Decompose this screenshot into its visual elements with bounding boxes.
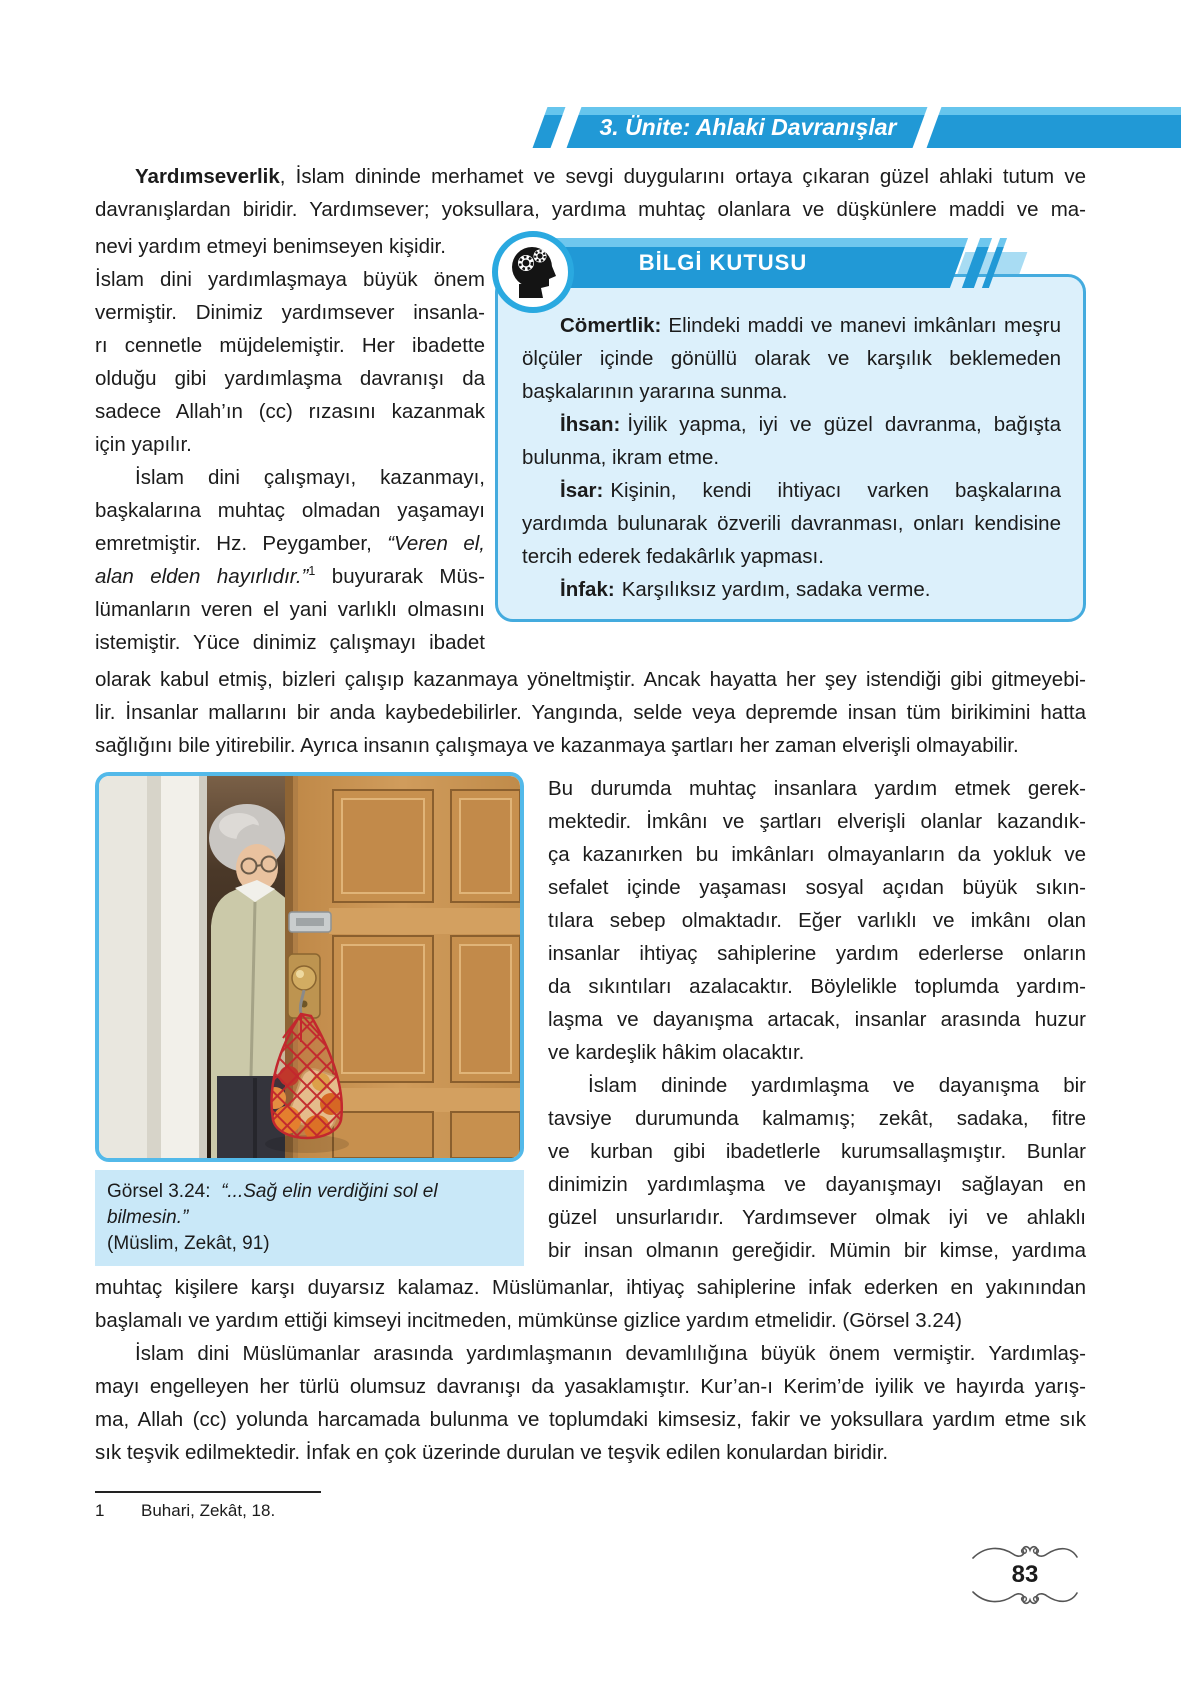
figure-caption	[95, 1170, 524, 1266]
text-line: İslam dini Müslümanlar arasında yardımlaşmanın devamlılığına büyük önem vermiştir. Yardımlaş-	[135, 1342, 1086, 1365]
text-line: alan elden hayırlıdır.”$^1$ buyurarak Müs-	[95, 564, 485, 588]
unit-title: 3. Ünite: Ahlaki Davranışlar	[599, 114, 897, 140]
text-line: Yardımseverlik, İslam dininde merhamet ve sevgi duygularını ortaya çıkaran güzel ahlaki tutum ve	[135, 165, 1086, 188]
header-slash-left	[533, 107, 566, 148]
paragraph-bottom	[95, 1271, 1086, 1469]
term-definition: Karşılıksız yardım, sadaka verme.	[621, 578, 931, 601]
text-line: ma, Allah (cc) yolunda harcamada bulunma ve toplumdaki kimsesiz, fakir ve yoksullara yardım etme sık	[95, 1408, 1086, 1431]
term-label: Cömertlik:	[560, 314, 662, 337]
text-line: olduğu gibi yardımlaşma davranışı da	[95, 367, 485, 390]
text-line: mektedir. İmkânı ve şartları elverişli olanlar kazandık-	[548, 810, 1086, 833]
text-line: dinimizin yardımlaşma ve dayanışmayı sağlayan en	[548, 1173, 1086, 1196]
wrap-row-figure	[95, 772, 1086, 1267]
figure	[95, 772, 524, 1266]
text-line: sadece Allah’ın (cc) rızasını kazanmak	[95, 400, 485, 423]
flourish-icon	[971, 1587, 1079, 1607]
text-line: ve kardeşlik hâkim olacaktır.	[548, 1041, 805, 1064]
text-line: nevi yardım etmeyi benimseyen kişidir.	[95, 235, 446, 258]
info-box-title: BİLGİ KUTUSU	[638, 250, 808, 275]
info-entry-comertlik	[522, 309, 1061, 408]
footnote-text: Buhari, Zekât, 18.	[141, 1501, 276, 1520]
text-line: ça kazanırken bu imkânları olmayanların da yokluk ve	[548, 843, 1086, 866]
text-line: lir. İnsanlar mallarını bir anda kaybedebilirler. Yangında, selde veya depremde insan tüm birikimini hatta	[95, 701, 1086, 724]
info-box	[495, 230, 1086, 622]
info-entry-infak	[522, 573, 1061, 606]
text-line: tavsiye durumunda kalmamış; zekât, sadaka, fitre	[548, 1107, 1086, 1130]
header-band-right	[927, 107, 1181, 148]
term-definition: İyilik yapma, iyi ve güzel davranma, bağışta bulunma, ikram etme.	[522, 413, 1061, 469]
info-entry-isar	[522, 474, 1061, 573]
text-line: vermiştir. Dinimiz yardımsever insanla-	[95, 301, 485, 324]
text-line: davranışlardan biridir. Yardımsever; yoksullara, yardıma muhtaç olanlara ve düşkünlere maddi ve ma-	[95, 198, 1086, 221]
text-line: Bu durumda muhtaç insanlara yardım etmek gerek-	[548, 777, 1086, 800]
term-label: İhsan:	[560, 413, 621, 436]
text-line: rı cennetle müjdelemiştir. Her ibadette	[95, 334, 485, 357]
footnote-rule	[95, 1491, 321, 1493]
text-line: güzel unsurlarıdır. Yardımsever olmak iyi ve ahlaklı	[548, 1206, 1086, 1229]
page-content	[95, 160, 1086, 1521]
text-line: İslam dininde yardımlaşma ve dayanışma bir	[588, 1074, 1086, 1097]
text-line: başkalarına muhtaç olmadan yaşamayı	[95, 499, 485, 522]
text-line: insanlar ihtiyaç sahiplerine yardım ederlerse onların	[548, 942, 1086, 965]
figure-image	[95, 772, 524, 1162]
text-line: bir insan olmanın gereğidir. Mümin bir kimse, yardıma	[548, 1239, 1086, 1262]
text-line: emretmiştir. Hz. Peygamber, “Veren el,	[95, 532, 485, 555]
wrap-row-infobox	[95, 230, 1086, 659]
right-column-text	[548, 772, 1086, 1267]
term-definition: Kişinin, kendi ihtiyacı varken başkalarına yardımda bulunarak özverili davranması, onları kendisine tercih ederek fedakârlık yapması.	[522, 479, 1061, 568]
paragraph-intro	[95, 160, 1086, 226]
text-line: başlamalı ve yardım ettiği kimseyi incitmeden, mümkünse gizlice yardım etmelidir. (Görsel 3.24)	[95, 1309, 962, 1332]
footnote-marker: 1	[95, 1501, 105, 1520]
term-label: İsar:	[560, 479, 604, 502]
page-number-ornament	[969, 1543, 1081, 1607]
page-header-band	[0, 107, 1181, 148]
text-line: mayı engelleyen her türlü olumsuz davranışı da yasaklamıştır. Kur’an-ı Kerim’de iyilik ve hayırda yarış-	[95, 1375, 1086, 1398]
text-line: ve kurban gibi ibadetlerle kurumsallaşmıştır. Bunlar	[548, 1140, 1086, 1163]
text-line: laşma ve dayanışma artacak, insanlar arasında huzur	[548, 1008, 1086, 1031]
text-line: olarak kabul etmiş, bizleri çalışıp kazanmaya yöneltmiştir. Ancak hayatta her şey istendiği gibi gitmeyebi-	[95, 668, 1086, 691]
text-line: istemiştir. Yüce dinimiz çalışmayı ibadet	[95, 631, 485, 654]
term-label: İnfak:	[560, 578, 615, 601]
text-line: lümanların veren el yani varlıklı olmasını	[95, 598, 485, 621]
text-line: sık teşvik edilmektedir. İnfak en çok üzerinde durulan ve teşvik edilen konulardan biridir.	[95, 1441, 889, 1464]
text-line: Görsel 3.24: “...Sağ elin verdiğini sol el bilmesin.”	[107, 1181, 438, 1228]
footnote	[95, 1501, 1086, 1521]
text-line: muhtaç kişilere karşı duyarsız kalamaz. Müslümanlar, ihtiyaç sahiplerine infak ederken en yakınından	[95, 1276, 1086, 1299]
text-line: (Müslim, Zekât, 91)	[107, 1233, 270, 1254]
flourish-icon	[971, 1543, 1079, 1563]
text-line: İslam dini yardımlaşmaya büyük önem	[95, 268, 485, 291]
page-number: 83	[1011, 1561, 1039, 1588]
left-column-text	[95, 230, 485, 659]
text-line: İslam dini çalışmayı, kazanmayı,	[135, 466, 485, 489]
text-line: da sıkıntıları azalacaktır. Böylelikle toplumda yardım-	[548, 975, 1086, 998]
text-line: sağlığını bile yitirebilir. Ayrıca insanın çalışmaya ve kazanmaya şartları her zaman elverişli olmayabilir.	[95, 734, 1019, 757]
paragraph-middle	[95, 663, 1086, 762]
text-line: tılara sebep olmaktadır. Eğer varlıklı ve imkânı olan	[548, 909, 1086, 932]
text-line: için yapılır.	[95, 433, 192, 456]
info-box-body	[495, 274, 1086, 622]
text-line: sefalet içinde yaşaması sosyal açıdan büyük sıkın-	[548, 876, 1086, 899]
info-entry-ihsan	[522, 408, 1061, 474]
term-definition: Elindeki maddi ve manevi imkânları meşru ölçüler içinde gönüllü olarak ve karşılık beklemeden başkalarının yararına sunma.	[522, 314, 1061, 403]
